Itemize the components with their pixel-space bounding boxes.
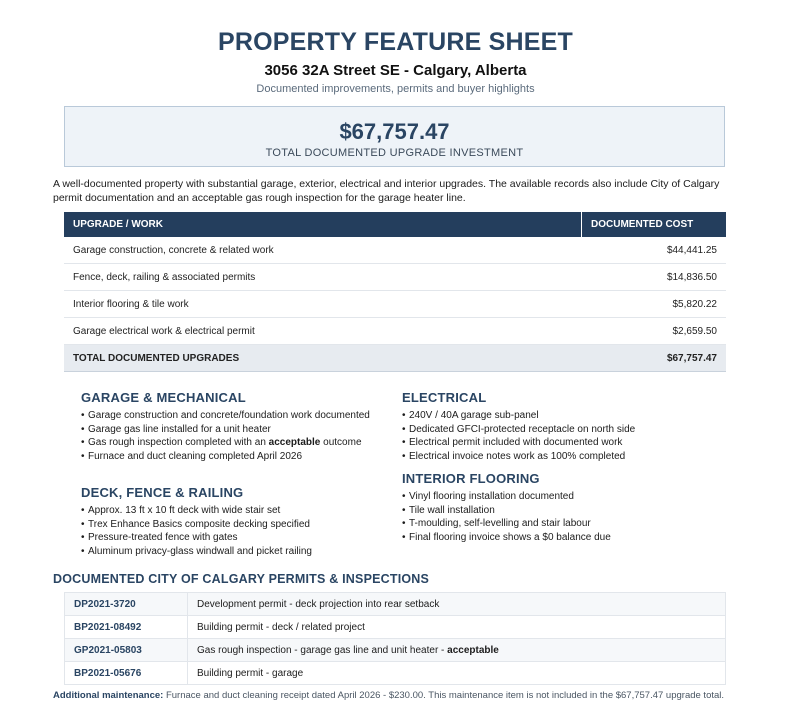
- permit-description-text: Development permit - deck projection into rear setback: [197, 598, 440, 610]
- column-header-cost: DOCUMENTED COST: [582, 212, 727, 237]
- list-item: • Trex Enhance Basics composite decking specified: [81, 518, 381, 532]
- permit-description-cell: [188, 662, 726, 685]
- garage-section-heading: GARAGE & MECHANICAL: [81, 390, 246, 405]
- gas-inspection-suffix: outcome: [320, 437, 362, 449]
- list-item: • Vinyl flooring installation documented: [402, 490, 712, 504]
- list-item: • Aluminum privacy-glass windwall and picket railing: [81, 545, 381, 559]
- permit-description-text: Building permit - deck / related project: [197, 621, 365, 633]
- list-item: • Approx. 13 ft x 10 ft deck with wide stair set: [81, 504, 381, 518]
- maintenance-footnote: [53, 690, 753, 701]
- column-header-work: UPGRADE / WORK: [64, 212, 582, 237]
- deck-feature-list: [81, 504, 381, 559]
- table-row: [64, 318, 726, 345]
- footnote-label: Additional maintenance:: [53, 690, 164, 701]
- page-tagline: Documented improvements, permits and buyer highlights: [256, 83, 535, 95]
- upgrade-work-cell: Interior flooring & tile work: [64, 291, 582, 318]
- flooring-feature-list: [402, 490, 712, 545]
- page-title: PROPERTY FEATURE SHEET: [218, 28, 573, 56]
- permits-section-heading: DOCUMENTED CITY OF CALGARY PERMITS & INSPECTIONS: [53, 572, 430, 586]
- permit-id-cell: GP2021-05803: [65, 639, 188, 662]
- gas-inspection-text: Gas rough inspection completed with an: [88, 437, 269, 449]
- upgrade-work-cell: Garage construction, concrete & related work: [64, 237, 582, 264]
- electrical-section-heading: ELECTRICAL: [402, 390, 487, 405]
- list-item: • Electrical permit included with documented work: [402, 436, 712, 450]
- permit-id-cell: DP2021-3720: [65, 593, 188, 616]
- property-address: 3056 32A Street SE - Calgary, Alberta: [264, 62, 527, 79]
- electrical-feature-list: [402, 409, 712, 464]
- list-item: • Final flooring invoice shows a $0 balance due: [402, 531, 712, 545]
- list-item: • T-moulding, self-levelling and stair labour: [402, 517, 712, 531]
- permit-id-cell: BP2021-08492: [65, 616, 188, 639]
- upgrade-work-cell: Garage electrical work & electrical permit: [64, 318, 582, 345]
- list-item: • Furnace and duct cleaning completed April 2026: [81, 450, 371, 464]
- table-row: [65, 662, 726, 685]
- list-item: • Electrical invoice notes work as 100% completed: [402, 450, 712, 464]
- permit-description-text: Building permit - garage: [197, 667, 304, 679]
- total-cost-cell: $67,757.47: [582, 345, 727, 372]
- permit-description-bold: acceptable: [447, 644, 499, 656]
- footnote-text: Furnace and duct cleaning receipt dated April 2026 - $230.00. This maintenance item is not included in the $67,757.47 upgrade total.: [163, 690, 725, 701]
- table-row: [64, 237, 726, 264]
- permits-table: [64, 592, 726, 685]
- permit-id-cell: BP2021-05676: [65, 662, 188, 685]
- intro-paragraph: A well-documented property with substantial garage, exterior, electrical and interior upgrades. The available records also include City of Calgary permit documentation and an acceptable gas rough inspection for the garage heater line.: [53, 178, 720, 204]
- list-item: • Pressure-treated fence with gates: [81, 531, 381, 545]
- table-row: [64, 264, 726, 291]
- list-item: • 240V / 40A garage sub-panel: [402, 409, 712, 423]
- acceptable-outcome-text: acceptable: [268, 437, 321, 449]
- permit-description-cell: [188, 616, 726, 639]
- list-item: • Tile wall installation: [402, 504, 712, 518]
- list-item: [81, 436, 371, 450]
- investment-summary-box: [64, 106, 725, 167]
- deck-section-heading: DECK, FENCE & RAILING: [81, 485, 244, 500]
- upgrade-cost-cell: $2,659.50: [582, 318, 727, 345]
- table-row: [65, 593, 726, 616]
- investment-total-amount: $67,757.47: [339, 119, 450, 144]
- table-header-row: [64, 212, 726, 237]
- list-item: • Dedicated GFCI-protected receptacle on north side: [402, 423, 712, 437]
- upgrade-cost-cell: $44,441.25: [582, 237, 727, 264]
- upgrade-cost-table: [64, 212, 726, 372]
- table-row: [65, 639, 726, 662]
- permit-description-cell: [188, 639, 726, 662]
- list-item: • Garage construction and concrete/foundation work documented: [81, 409, 371, 423]
- table-total-row: [64, 345, 726, 372]
- garage-feature-list: [81, 409, 371, 464]
- flooring-section-heading: INTERIOR FLOORING: [402, 471, 540, 486]
- total-label-cell: TOTAL DOCUMENTED UPGRADES: [64, 345, 582, 372]
- table-row: [64, 291, 726, 318]
- upgrade-work-cell: Fence, deck, railing & associated permits: [64, 264, 582, 291]
- list-item: • Garage gas line installed for a unit heater: [81, 423, 371, 437]
- upgrade-cost-cell: $14,836.50: [582, 264, 727, 291]
- table-row: [65, 616, 726, 639]
- upgrade-cost-cell: $5,820.22: [582, 291, 727, 318]
- investment-total-label: TOTAL DOCUMENTED UPGRADE INVESTMENT: [265, 147, 524, 159]
- permit-description-text: Gas rough inspection - garage gas line and unit heater -: [197, 644, 448, 656]
- permit-description-cell: [188, 593, 726, 616]
